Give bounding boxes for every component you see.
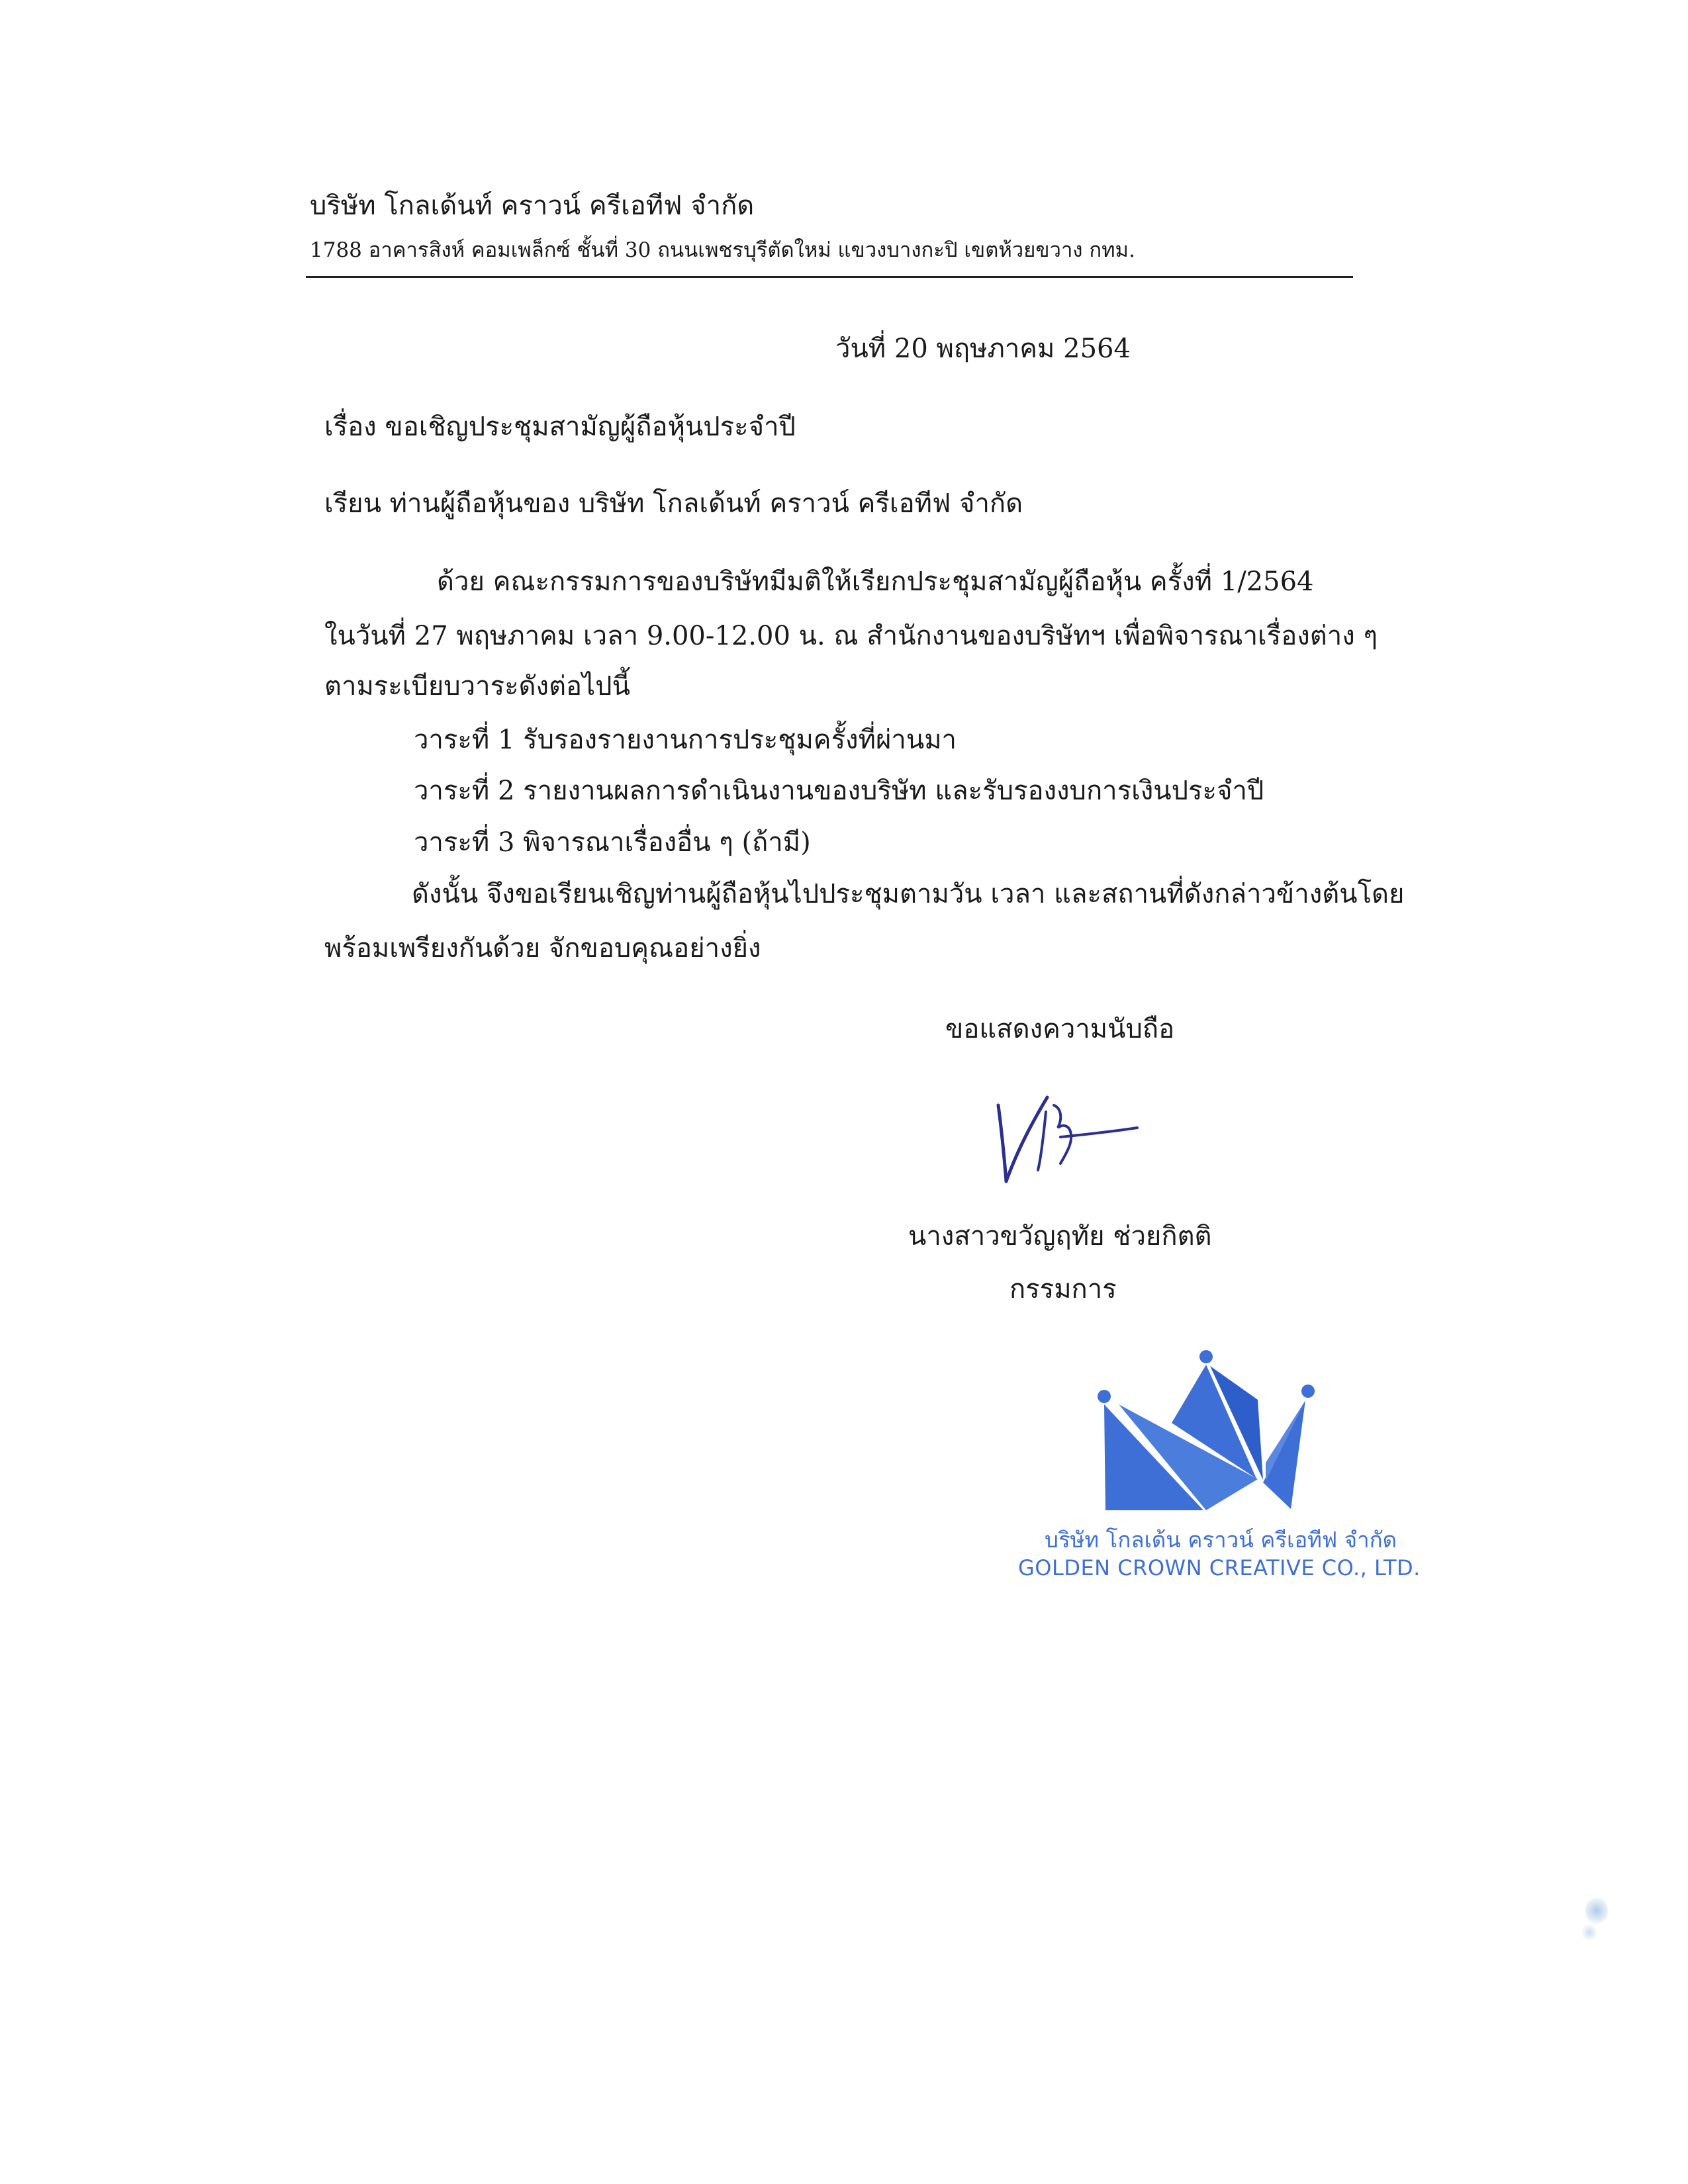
signature-stroke [1038,1112,1046,1170]
logo-company-name-en: GOLDEN CROWN CREATIVE CO., LTD. [1018,1555,1421,1580]
signature-stroke [1006,1097,1047,1181]
crown-jewel [1199,1350,1213,1363]
agenda-item-1: วาระที่ 1 รับรองรายงานการประชุมครั้งที่ผ่านมา [414,725,957,755]
body-paragraph-line: ด้วย คณะกรรมการของบริษัทมีมติให้เรียกประชุมสามัญผู้ถือหุ้น ครั้งที่ 1/2564 [437,567,1314,597]
ink-speck [1582,1923,1597,1942]
ink-speck [1585,1896,1608,1925]
signature-stroke [998,1105,1006,1181]
body-paragraph-line: ตามระเบียบวาระดังต่อไปนี้ [324,671,630,702]
crown-logo [1092,1343,1331,1516]
letter-subject: เรื่อง ขอเชิญประชุมสามัญผู้ถือหุ้นประจำปี [324,412,796,442]
letter-recipient: เรียน ท่านผู้ถือหุ้นของ บริษัท โกลเด้นท์ คราวน์ ครีเอทีฟ จำกัด [324,488,1023,519]
signature-stroke [1054,1105,1071,1163]
header-divider [306,276,1353,278]
logo-company-name-th: บริษัท โกลเด้น คราวน์ ครีเอทีฟ จำกัด [1045,1527,1397,1553]
agenda-item-2: วาระที่ 2 รายงานผลการดำเนินงานของบริษัท และรับรองงบการเงินประจำปี [414,776,1264,806]
letter-date: วันที่ 20 พฤษภาคม 2564 [835,334,1131,364]
signer-title: กรรมการ [1009,1274,1117,1304]
crown-facet [1263,1400,1305,1509]
company-name: บริษัท โกลเด้นท์ คราวน์ ครีเอทีฟ จำกัด [310,191,755,221]
handwritten-signature [980,1085,1178,1218]
agenda-item-3: วาระที่ 3 พิจารณาเรื่องอื่น ๆ (ถ้ามี) [414,827,811,858]
crown-jewel [1098,1390,1111,1403]
body-paragraph-line: ในวันที่ 27 พฤษภาคม เวลา 9.00-12.00 น. ณ สำนักงานของบริษัทฯ เพื่อพิจารณาเรื่องต่าง ๆ [324,621,1378,651]
company-address: 1788 อาคารสิงห์ คอมเพล็กซ์ ชั้นที่ 30 ถนนเพชรบุรีตัดใหม่ แขวงบางกะปิ เขตห้วยขวาง กทม. [310,238,1135,262]
body-paragraph-line: ดังนั้น จึงขอเรียนเชิญท่านผู้ถือหุ้นไปประชุมตามวัน เวลา และสถานที่ดังกล่าวข้างต้นโดย [412,879,1405,909]
signer-name: นางสาวขวัญฤทัย ช่วยกิตติ [908,1221,1212,1251]
crown-jewel [1301,1385,1315,1398]
body-paragraph-line: พร้อมเพรียงกันด้วย จักขอบคุณอย่างยิ่ง [324,933,761,964]
letter-closing: ขอแสดงความนับถือ [945,1014,1175,1044]
